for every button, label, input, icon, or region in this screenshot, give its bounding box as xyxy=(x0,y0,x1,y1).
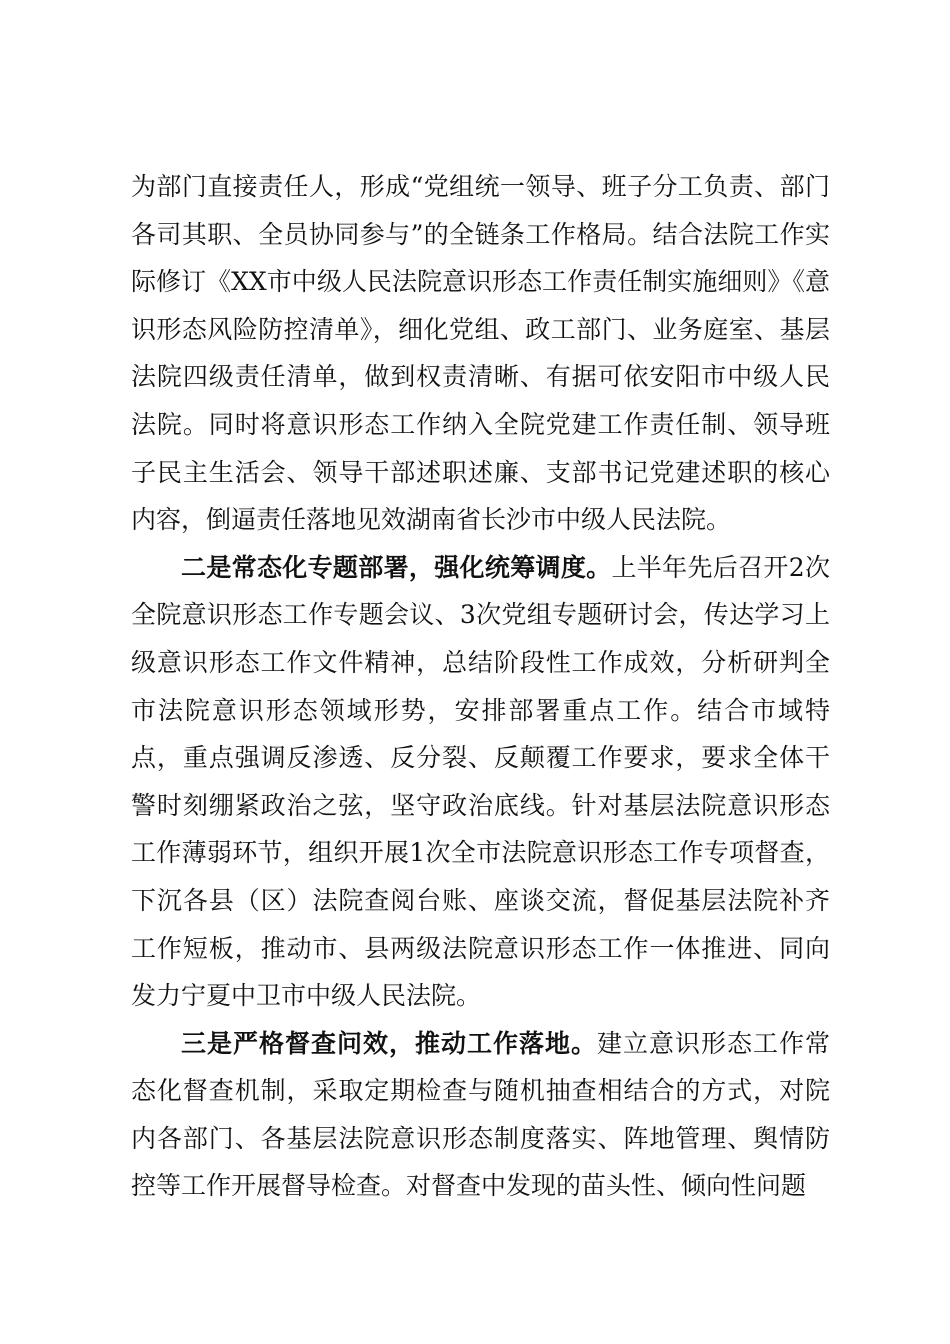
paragraph-2 xyxy=(131,544,830,1020)
paragraph-1-text: 为部门直接责任人，形成“党组统一领导、班子分工负责、部门各司其职、全员协同参与”的全链条工作格局。结合法院工作实际修订《XX市中级人民法院意识形态工作责任制实施细则》《意识形态风险防控清单》，细化党组、政工部门、业务庭室、基层法院四级责任清单，做到权责清晰、有据可依安阳市中级人民法院。同时将意识形态工作纳入全院党建工作责任制、领导班子民主生活会、领导干部述职述廉、支部书记党建述职的核心内容，倒逼责任落地见效湖南省长沙市中级人民法院。 xyxy=(131,172,830,535)
document-body xyxy=(131,163,830,1210)
paragraph-3 xyxy=(131,1020,830,1210)
paragraph-1 xyxy=(131,163,830,544)
paragraph-3-text: 建立意识形态工作常态化督查机制，采取定期检查与随机抽查相结合的方式，对院内各部门、各基层法院意识形态制度落实、阵地管理、舆情防控等工作开展督导检查。对督查中发现的苗头性、倾向性问题 xyxy=(131,1028,830,1201)
paragraph-3-lead: 三是严格督查问效，推动工作落地。 xyxy=(181,1028,597,1058)
paragraph-2-text: 上半年先后召开2次全院意识形态工作专题会议、3次党组专题研讨会，传达学习上级意识形态工作文件精神，总结阶段性工作成效，分析研判全市法院意识形态领域形势，安排部署重点工作。结合市域特点，重点强调反渗透、反分裂、反颠覆工作要求，要求全体干警时刻绷紧政治之弦，坚守政治底线。针对基层法院意识形态工作薄弱环节，组织开展1次全市法院意识形态工作专项督查，下沉各县（区）法院查阅台账、座谈交流，督促基层法院补齐工作短板，推动市、县两级法院意识形态工作一体推进、同向发力宁夏中卫市中级人民法院。 xyxy=(131,552,830,1011)
paragraph-2-lead: 二是常态化专题部署，强化统筹调度。 xyxy=(181,552,612,582)
